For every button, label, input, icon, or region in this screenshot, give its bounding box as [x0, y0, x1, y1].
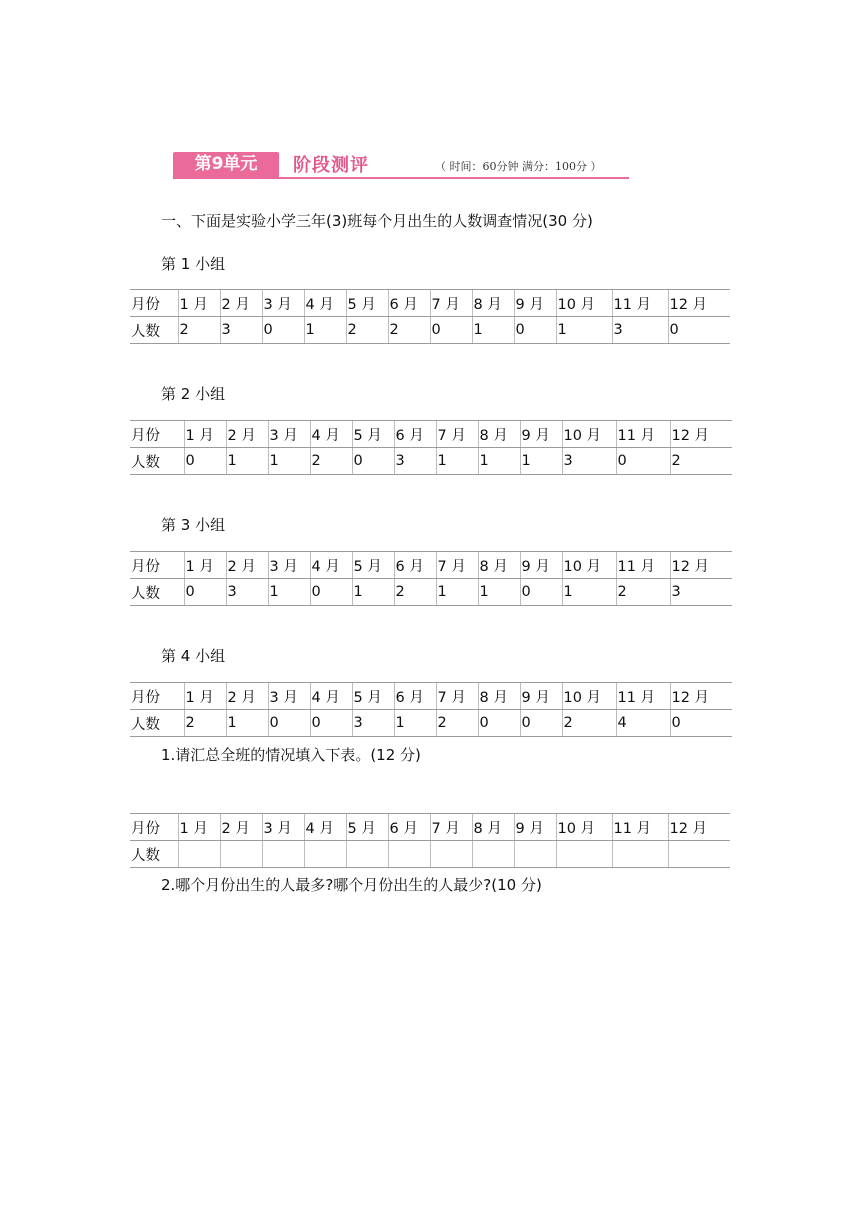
- month-cell: 12 月: [670, 421, 732, 448]
- count-cell: 3: [394, 448, 436, 475]
- blank-answer-cell[interactable]: [556, 841, 612, 868]
- month-cell: 9 月: [520, 683, 562, 710]
- month-cell: 10 月: [562, 552, 616, 579]
- month-cell: 4 月: [310, 421, 352, 448]
- month-cell: 7 月: [436, 683, 478, 710]
- month-cell: 2 月: [226, 421, 268, 448]
- count-cell: 1: [556, 317, 612, 344]
- month-cell: 1 月: [184, 683, 226, 710]
- count-row: [130, 448, 732, 475]
- count-cell: 0: [184, 579, 226, 606]
- blank-answer-cell[interactable]: [612, 841, 668, 868]
- count-cell: 0: [520, 710, 562, 737]
- month-cell: 4 月: [310, 683, 352, 710]
- count-row: [130, 579, 732, 606]
- count-cell: 0: [352, 448, 394, 475]
- count-cell: 1: [226, 448, 268, 475]
- month-cell: 1 月: [178, 290, 220, 317]
- month-cell: 3 月: [262, 290, 304, 317]
- month-cell: 1 月: [178, 814, 220, 841]
- month-cell: 7 月: [430, 814, 472, 841]
- blank-answer-cell[interactable]: [472, 841, 514, 868]
- sub-question-1: 1.请汇总全班的情况填入下表。(12 分): [161, 746, 421, 764]
- month-cell: 10 月: [556, 814, 612, 841]
- month-cell: 2 月: [220, 290, 262, 317]
- month-cell: 8 月: [472, 814, 514, 841]
- count-cell: 2: [346, 317, 388, 344]
- blank-answer-cell[interactable]: [668, 841, 730, 868]
- count-cell: 1: [436, 448, 478, 475]
- count-cell: 1: [226, 710, 268, 737]
- blank-answer-cell[interactable]: [262, 841, 304, 868]
- exam-meta: （ 时间：60分钟 满分：100分 ）: [435, 160, 602, 173]
- month-cell: 5 月: [352, 421, 394, 448]
- count-cell: 3: [670, 579, 732, 606]
- unit-badge: 第9单元: [173, 152, 279, 177]
- month-cell: 2 月: [220, 814, 262, 841]
- month-cell: 9 月: [520, 421, 562, 448]
- count-header-cell: 人数: [130, 841, 178, 868]
- count-header-cell: 人数: [130, 710, 184, 737]
- month-cell: 12 月: [668, 814, 730, 841]
- month-cell: 6 月: [394, 421, 436, 448]
- count-cell: 3: [612, 317, 668, 344]
- count-cell: 3: [352, 710, 394, 737]
- month-header-cell: 月份: [130, 814, 178, 841]
- count-cell: 0: [478, 710, 520, 737]
- count-cell: 0: [670, 710, 732, 737]
- group-4-title: 第 4 小组: [161, 647, 226, 665]
- group-1-title: 第 1 小组: [161, 255, 226, 273]
- count-cell: 3: [220, 317, 262, 344]
- count-header-cell: 人数: [130, 317, 178, 344]
- unit-header: [173, 150, 629, 180]
- blank-answer-cell[interactable]: [514, 841, 556, 868]
- month-cell: 6 月: [388, 290, 430, 317]
- count-cell: 0: [310, 710, 352, 737]
- count-cell: 2: [436, 710, 478, 737]
- month-row: [130, 683, 732, 710]
- count-cell: 1: [562, 579, 616, 606]
- count-cell: 2: [388, 317, 430, 344]
- month-cell: 9 月: [520, 552, 562, 579]
- month-cell: 3 月: [268, 683, 310, 710]
- month-row: [130, 421, 732, 448]
- month-header-cell: 月份: [130, 683, 184, 710]
- month-cell: 4 月: [304, 290, 346, 317]
- count-cell: 0: [184, 448, 226, 475]
- blank-answer-cell[interactable]: [388, 841, 430, 868]
- count-row: [130, 710, 732, 737]
- month-cell: 11 月: [616, 683, 670, 710]
- month-cell: 11 月: [612, 290, 668, 317]
- count-cell: 1: [268, 579, 310, 606]
- month-cell: 4 月: [310, 552, 352, 579]
- group-1-table: [130, 289, 730, 344]
- count-cell: 2: [394, 579, 436, 606]
- count-cell: 0: [430, 317, 472, 344]
- count-cell: 1: [478, 579, 520, 606]
- month-header-cell: 月份: [130, 421, 184, 448]
- count-cell: 2: [178, 317, 220, 344]
- month-cell: 5 月: [352, 552, 394, 579]
- count-cell: 2: [562, 710, 616, 737]
- count-cell: 1: [472, 317, 514, 344]
- month-cell: 11 月: [612, 814, 668, 841]
- month-cell: 3 月: [268, 552, 310, 579]
- header-rule: [173, 177, 629, 179]
- month-cell: 8 月: [478, 683, 520, 710]
- month-cell: 9 月: [514, 290, 556, 317]
- month-cell: 1 月: [184, 421, 226, 448]
- month-header-cell: 月份: [130, 552, 184, 579]
- count-header-cell: 人数: [130, 448, 184, 475]
- month-cell: 7 月: [430, 290, 472, 317]
- blank-answer-cell[interactable]: [346, 841, 388, 868]
- count-cell: 1: [394, 710, 436, 737]
- month-row: [130, 814, 730, 841]
- month-cell: 6 月: [394, 552, 436, 579]
- month-cell: 2 月: [226, 552, 268, 579]
- month-cell: 6 月: [394, 683, 436, 710]
- month-cell: 8 月: [478, 552, 520, 579]
- month-cell: 5 月: [346, 814, 388, 841]
- group-2-table: [130, 420, 732, 475]
- month-cell: 7 月: [436, 421, 478, 448]
- month-cell: 6 月: [388, 814, 430, 841]
- month-cell: 11 月: [616, 552, 670, 579]
- count-cell: 1: [268, 448, 310, 475]
- month-cell: 1 月: [184, 552, 226, 579]
- month-cell: 5 月: [352, 683, 394, 710]
- month-cell: 5 月: [346, 290, 388, 317]
- blank-answer-cell[interactable]: [430, 841, 472, 868]
- count-cell: 0: [268, 710, 310, 737]
- sub-question-2: 2.哪个月份出生的人最多?哪个月份出生的人最少?(10 分): [161, 876, 542, 894]
- count-cell: 2: [616, 579, 670, 606]
- month-cell: 7 月: [436, 552, 478, 579]
- month-cell: 12 月: [668, 290, 730, 317]
- count-cell: 4: [616, 710, 670, 737]
- month-row: [130, 552, 732, 579]
- count-cell: 2: [184, 710, 226, 737]
- month-cell: 8 月: [472, 290, 514, 317]
- count-cell: 0: [514, 317, 556, 344]
- month-cell: 9 月: [514, 814, 556, 841]
- month-cell: 12 月: [670, 683, 732, 710]
- count-row: [130, 317, 730, 344]
- blank-answer-cell[interactable]: [178, 841, 220, 868]
- count-cell: 3: [562, 448, 616, 475]
- count-cell: 1: [352, 579, 394, 606]
- month-cell: 10 月: [556, 290, 612, 317]
- count-cell: 0: [520, 579, 562, 606]
- month-cell: 3 月: [268, 421, 310, 448]
- unit-heading: 阶段测评: [293, 155, 369, 176]
- count-cell: 1: [436, 579, 478, 606]
- blank-answer-cell[interactable]: [220, 841, 262, 868]
- count-cell: 0: [262, 317, 304, 344]
- count-cell: 1: [304, 317, 346, 344]
- month-cell: 10 月: [562, 421, 616, 448]
- count-cell: 1: [478, 448, 520, 475]
- count-cell: 1: [520, 448, 562, 475]
- month-cell: 2 月: [226, 683, 268, 710]
- month-cell: 3 月: [262, 814, 304, 841]
- count-cell: 0: [668, 317, 730, 344]
- month-cell: 8 月: [478, 421, 520, 448]
- month-cell: 11 月: [616, 421, 670, 448]
- group-2-title: 第 2 小组: [161, 385, 226, 403]
- group-4-table: [130, 682, 732, 737]
- group-3-table: [130, 551, 732, 606]
- group-3-title: 第 3 小组: [161, 516, 226, 534]
- count-header-cell: 人数: [130, 579, 184, 606]
- count-row: [130, 841, 730, 868]
- month-cell: 12 月: [670, 552, 732, 579]
- count-cell: 2: [310, 448, 352, 475]
- month-cell: 10 月: [562, 683, 616, 710]
- month-cell: 4 月: [304, 814, 346, 841]
- count-cell: 0: [616, 448, 670, 475]
- month-row: [130, 290, 730, 317]
- blank-answer-cell[interactable]: [304, 841, 346, 868]
- summary-table: [130, 813, 730, 868]
- question-1-title: 一、下面是实验小学三年(3)班每个月出生的人数调查情况(30 分): [161, 212, 593, 230]
- count-cell: 0: [310, 579, 352, 606]
- month-header-cell: 月份: [130, 290, 178, 317]
- count-cell: 3: [226, 579, 268, 606]
- count-cell: 2: [670, 448, 732, 475]
